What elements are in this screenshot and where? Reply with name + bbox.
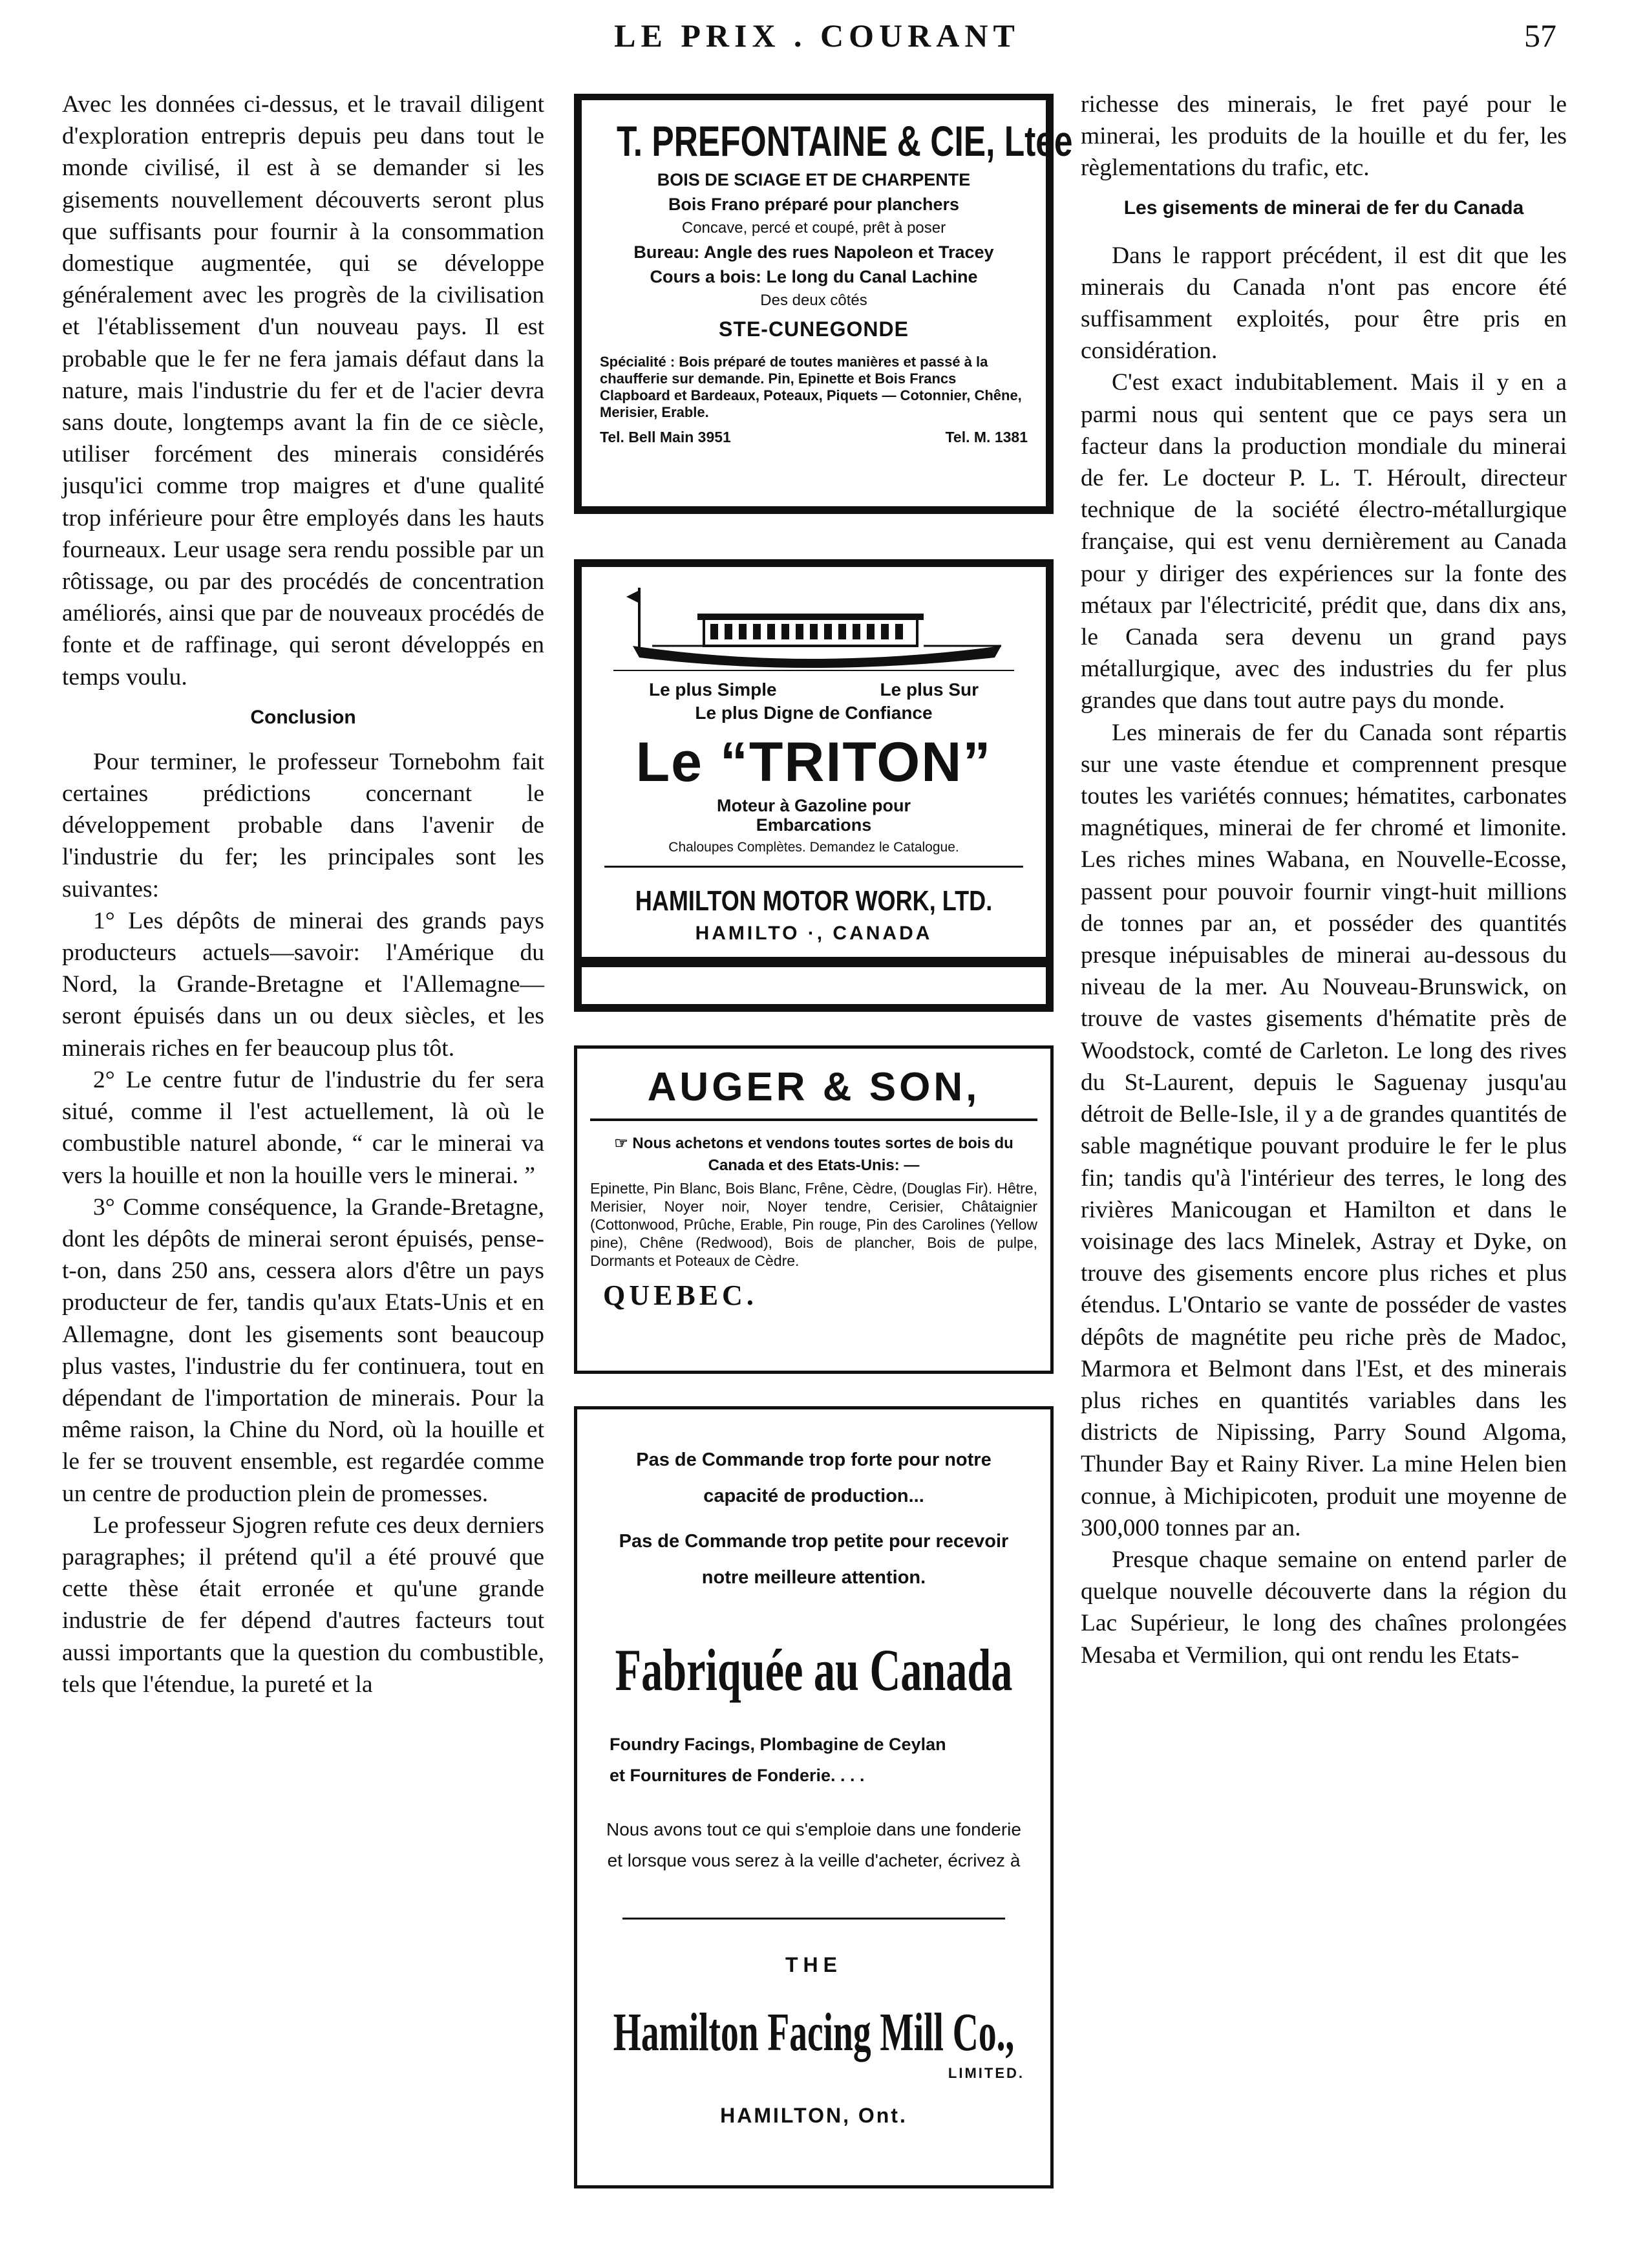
- ad-prefontaine: [574, 94, 1073, 514]
- product-note: Chaloupes Complètes. Demandez le Catalogue.: [668, 840, 959, 855]
- slogan: Le plus Digne de Confiance: [695, 703, 933, 723]
- company-city: HAMILTO ·, CANADA: [695, 923, 933, 944]
- page-number: 57: [1524, 17, 1556, 54]
- paragraph: Avec les données ci-dessus, et le travail diligent d'exploration entrepris depuis peu dans tout le monde civilisé, il est à se demander si les gisements nouvellement découverts seront plus que suffisants pour fournir à la consommation domestique augmentée, qui se développe généralement avec les progrès de la civilisation et l'établissement d'un nouveau pays. Il est probable que le fer ne fera jamais défaut dans la nature, mais l'industrie du fer et de l'acier devra sans doute, longtemps avant la fin de ce siècle, utiliser forcément des minerais considérés jusqu'ici comme trop maigres et d'une qualité trop inférieure pour être employés dans les hauts fourneaux. Leur usage sera rendu possible par un rôtissage, ou par des procédés de concentration améliorés, ainsi que par de nouveaux procédés de fonte et de raffinage, qui seront développés en temps voulu.: [62, 91, 544, 690]
- ad-headline: Fabriquée au Canada: [615, 1637, 1013, 1703]
- ad-line: Cours a bois: Le long du Canal Lachine: [650, 267, 978, 286]
- divider: [582, 957, 1046, 967]
- company-suffix: LIMITED.: [948, 2065, 1024, 2081]
- ad-line: BOIS DE SCIAGE ET DE CHARPENTE: [657, 170, 971, 189]
- pointing-hand-icon: ☞: [614, 1135, 633, 1152]
- paragraph: 3° Comme conséquence, la Grande-Bretagne, dont les dépôts de minerai seront épuisés, pense-t-on, dans 250 ans, cessera alors d'être un pays producteur de fer, tandis qu'aux Etats-Unis et en Allemagne, dont les gisements sont beaucoup plus vastes, l'industrie du fer continuera, tout en dépendant de l'importation de minerais. Pour la même raison, la Chine du Nord, où la houille et le fer se trouvent ensemble, est regardée comme un centre de production plein de promesses.: [62, 1193, 544, 1507]
- paragraph: 2° Le centre futur de l'industrie du fer sera situé, comme il l'est actuellement, là où le combustible naturel abonde, “ car le minerai va vers la houille et non la houille vers le minerai. ”: [62, 1066, 544, 1189]
- paragraph: Presque chaque semaine on entend parler de quelque nouvelle découverte dans la région du Lac Supérieur, le long des chaînes prolongées Mesaba et Vermilion, qui ont rendu les Etats-: [1081, 1546, 1567, 1669]
- section-heading-conclusion: Conclusion: [250, 706, 356, 728]
- ad-paragraph: Nous avons tout ce qui s'emploie dans une fonderie et lorsque vous serez à la veille d'acheter, écrivez à: [606, 1819, 1021, 1870]
- page-header: [0, 14, 1634, 59]
- ad-line: Pas de Commande trop forte pour notre capacité de production...: [636, 1450, 992, 1506]
- product-name: Le “TRITON”: [635, 731, 992, 793]
- left-column: [62, 89, 544, 1700]
- ad-line: Pas de Commande trop petite pour recevoir notre meilleure attention.: [619, 1531, 1009, 1588]
- ad-title: AUGER & SON,: [590, 1063, 1037, 1121]
- right-column: [1081, 89, 1567, 1671]
- ad-auger: [574, 1045, 1054, 1374]
- ad-line: Foundry Facings, Plombagine de Ceylan: [610, 1735, 946, 1754]
- slogan-left: Le plus Simple: [648, 679, 777, 700]
- section-heading-gisements: Les gisements de minerai de fer du Canada: [1123, 197, 1524, 219]
- paragraph: Le professeur Sjogren refute ces deux derniers paragraphes; il prétend qu'il a été prouvé que cette thèse était erronée et qu'une grande industrie de fer dépend d'autres facteurs tout aussi importants que la question du combustible, tels que l'étendue, la pureté et la: [62, 1512, 544, 1698]
- motor-boat-illustration: [613, 581, 1014, 678]
- paragraph: Les minerais de fer du Canada sont répartis sur une vaste étendue et comprennent presque toutes les variétés connues; hématites, carbonates magnétiques, minerai de fer chromé et limonite. Les riches mines Wabana, en Nouvelle-Ecosse, passent pour pouvoir fournir vingt-huit millions de tonnes par an, et posséder des quantités presque inépuisables de minerai au-dessous du niveau de la mer. Au Nouveau-Brunswick, on trouve de vastes gisements d'hématite près de Woodstock, comté de Carleton. Le long des rives du St-Laurent, depuis le Saguenay jusqu'au détroit de Belle-Isle, il y a de grandes quantités de sable magnétique pouvant produire le fer le plus fin; tandis qu'à l'intérieur des terres, le long des rivières Manicougan et Hamilton et dans le voisinage des lacs Minelek, Astray et Dyke, on trouve des gisements encore plus riches et plus étendus. L'Ontario se vante de posséder de vastes dépôts de magnétite peu riche près de Madoc, Marmora et Belmont dans l'Est, et des minerais plus riches en quantités variables dans les districts de Nipissing, Parry Sound Algoma, Thunder Bay et Rainy River. La mine Helen bien connue, à Michipicoten, produit une moyenne de 300,000 tonnes par an.: [1081, 719, 1567, 1541]
- company-name: HAMILTON MOTOR WORK, LTD.: [604, 866, 1023, 919]
- slogan-right: Le plus Sur: [880, 679, 979, 700]
- company-city: HAMILTON, Ont.: [720, 2104, 907, 2127]
- paragraph: 1° Les dépôts de minerai des grands pays producteurs actuels—savoir: l'Amérique du Nord, la Grande-Bretagne et l'Allemagne—seront épuisés dans un ou deux siècles, et les minerais riches en fer beaucoup plus tôt.: [62, 907, 544, 1062]
- ad-line: Bureau: Angle des rues Napoleon et Tracey: [633, 242, 994, 262]
- ad-hamilton-facing: [574, 1406, 1054, 2188]
- ad-phones: [600, 429, 1028, 446]
- ad-body: Epinette, Pin Blanc, Bois Blanc, Frêne, Cèdre, (Douglas Fir). Hêtre, Merisier, Noyer noir, Noyer tendre, Cerisier, Châtaignier (Cottonwood, Prûche, Erable, Pin rouge, Pin des Carolines (Yellow pine), Chêne (Redwood), Bois de plancher, Bois de pulpe, Dormants et Poteaux de Cèdre.: [590, 1180, 1037, 1269]
- ad-lead: ☞ Nous achetons et vendons toutes sortes de bois du Canada et des Etats-Unis: —: [614, 1135, 1013, 1174]
- product-desc: Moteur à Gazoline pour: [716, 796, 911, 815]
- ad-line: Des deux côtés: [760, 292, 867, 309]
- ad-line: Concave, percé et coupé, prêt à poser: [681, 219, 946, 237]
- ad-triton: [574, 559, 1054, 1012]
- product-desc: Embarcations: [756, 815, 872, 835]
- company-name: Hamilton Facing Mill Co.,: [613, 2002, 1015, 2062]
- ad-line: THE: [785, 1953, 842, 1976]
- paragraph: Pour terminer, le professeur Tornebohm fait certaines prédictions concernant le développement probable dans l'avenir de l'industrie du fer; les principales sont les suivantes:: [62, 748, 544, 903]
- ad-title: T. PREFONTAINE & CIE, Ltee: [617, 117, 1073, 165]
- ad-city: QUEBEC.: [603, 1279, 758, 1311]
- slogan-row: [597, 678, 1030, 701]
- paragraph: Dans le rapport précédent, il est dit que les minerais du Canada n'ont pas encore été suffisamment exploités, pour être pris en considération.: [1081, 242, 1567, 365]
- journal-title: LE PRIX . COURANT: [614, 17, 1020, 54]
- phone-right: Tel. M. 1381: [945, 429, 1028, 445]
- phone-left: Tel. Bell Main 3951: [600, 429, 731, 445]
- ad-specialty: Spécialité : Bois préparé de toutes manières et passé à la chaufferie sur demande. Pin, Epinette et Bois Francs Clapboard et Bardeaux, Poteaux, Piquets — Cotonnier, Chêne, Merisier, Erable.: [600, 354, 1022, 420]
- ad-location: STE-CUNEGONDE: [719, 317, 909, 341]
- paragraph: richesse des minerais, le fret payé pour le minerai, les produits de la houille et du fer, les règlementations du trafic, etc.: [1081, 91, 1567, 182]
- ad-line: et Fournitures de Fonderie. . . .: [610, 1766, 865, 1785]
- paragraph: C'est exact indubitablement. Mais il y en a parmi nous qui sentent que ce pays sera un facteur dans la production mondiale du minerai de fer. Le docteur P. L. T. Héroult, directeur technique de la société électro-métallurgique française, qui est venu dernièrement au Canada pour y diriger des expériences sur la fonte des métaux par l'électricité, prédit que, dans dix ans, le Canada sera devenu un grand pays métallurgique, avec des industries du fer plus grandes que dans tout autre pays du monde.: [1081, 369, 1567, 714]
- divider: [622, 1918, 1005, 1920]
- ad-line: Bois Frano préparé pour planchers: [668, 195, 960, 214]
